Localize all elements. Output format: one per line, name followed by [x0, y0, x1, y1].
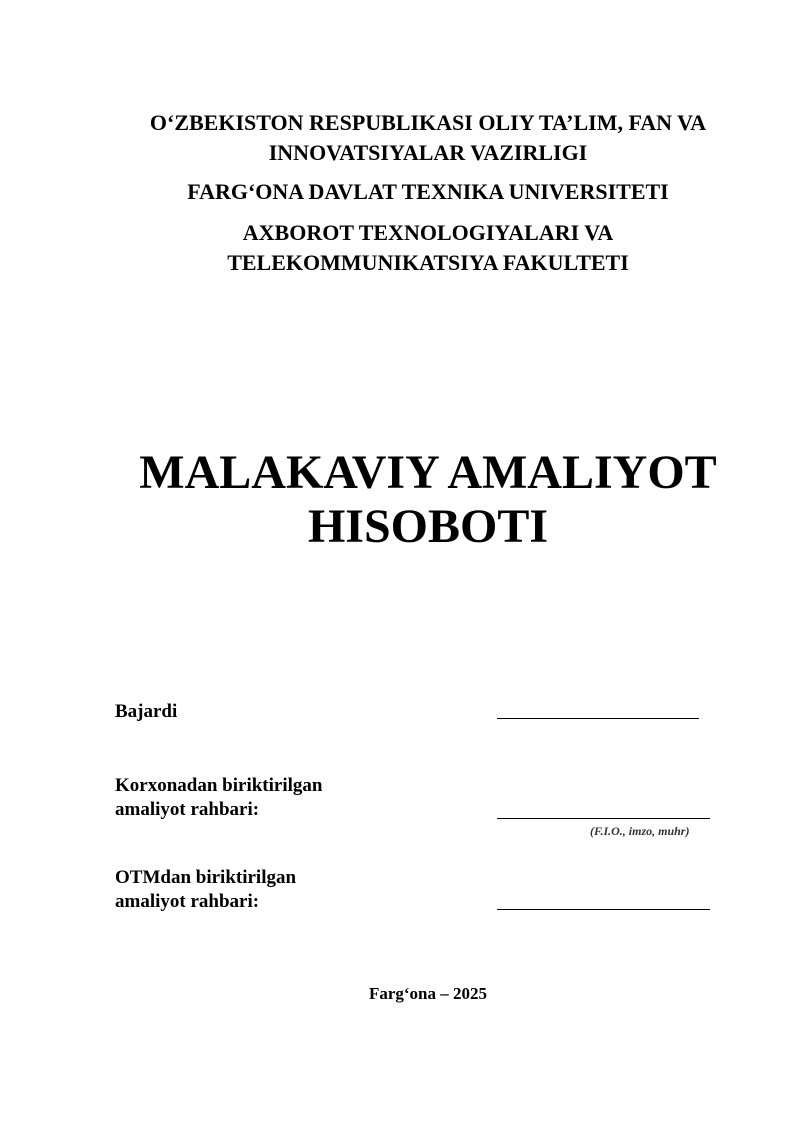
ministry-name	[100, 108, 756, 168]
university-supervisor-label-line-1: OTMdan biriktirilgan	[115, 867, 297, 888]
ministry-line-2: INNOVATSIYALAR VAZIRLIGI	[268, 140, 588, 165]
faculty-name	[100, 218, 756, 278]
place-year: Farg‘ona – 2025	[368, 984, 488, 1003]
report-title-line-1: MALAKAVIY AMALIYOT	[139, 446, 717, 499]
company-supervisor-label-line-1: Korxonadan biriktirilgan	[115, 775, 323, 796]
faculty-line-1: AXBOROT TEXNOLOGIYALARI VA	[242, 220, 614, 245]
faculty-line-2: TELEKOMMUNIKATSIYA FAKULTETI	[227, 250, 629, 275]
performed-by-signature-line	[497, 718, 699, 719]
company-supervisor-label-line-2: amaliyot rahbari:	[115, 799, 260, 820]
report-title-line-2: HISOBOTI	[307, 500, 549, 553]
ministry-line-1: O‘ZBEKISTON RESPUBLIKASI OLIY TA’LIM, FAN VA	[149, 110, 707, 135]
company-supervisor-label	[115, 774, 322, 822]
footer-place-year	[0, 984, 800, 1004]
report-title	[60, 446, 796, 554]
university-supervisor-label-line-2: amaliyot rahbari:	[115, 891, 260, 912]
signature-caption: (F.I.O., imzo, muhr)	[590, 824, 690, 838]
university-name: FARG‘ONA DAVLAT TEXNIKA UNIVERSITETI	[187, 179, 669, 204]
university-supervisor-label	[115, 866, 296, 914]
company-supervisor-signature-line	[497, 818, 710, 819]
university-supervisor-signature-line	[497, 909, 710, 910]
performed-by-label: Bajardi	[115, 701, 178, 722]
